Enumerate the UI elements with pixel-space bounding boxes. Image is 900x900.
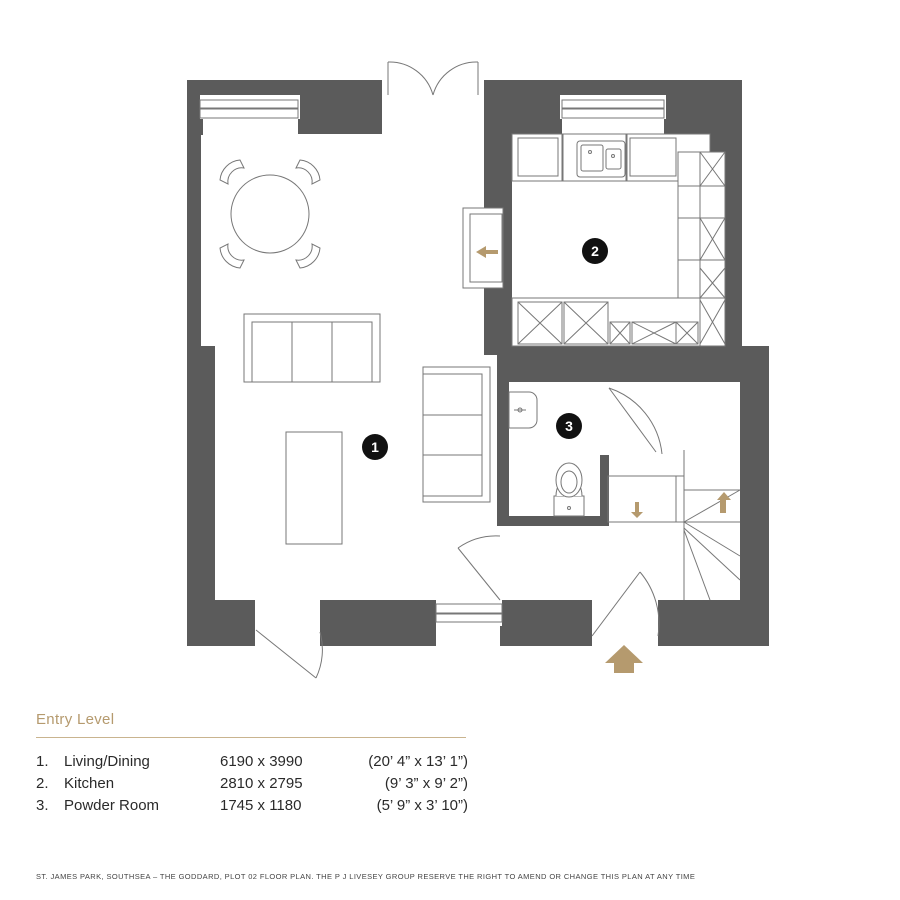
legend-row-name: Powder Room bbox=[64, 797, 160, 814]
entrance-arrow-icon bbox=[605, 645, 643, 673]
legend-row-number: 2. bbox=[36, 775, 49, 792]
coffee-table bbox=[286, 432, 342, 544]
room-badge-1 bbox=[362, 434, 388, 460]
basin-icon bbox=[509, 392, 537, 428]
disclaimer-footer: ST. JAMES PARK, SOUTHSEA – THE GODDARD, PLOT 02 FLOOR PLAN. THE P J LIVESEY GROUP RESERVE THE RIGHT TO AMEND OR CHANGE THIS PLAN AT ANY TIME bbox=[36, 872, 696, 881]
dining-chair bbox=[296, 244, 320, 268]
legend-row bbox=[36, 775, 468, 795]
kitchen-sink-icon bbox=[577, 141, 625, 177]
legend-row-imperial: (20’ 4” x 13’ 1”) bbox=[368, 753, 468, 770]
dining-chair bbox=[220, 160, 244, 184]
legend-row-name: Living/Dining bbox=[64, 753, 150, 770]
legend-row-imperial: (9’ 3” x 9’ 2”) bbox=[384, 775, 468, 792]
svg-text:1: 1 bbox=[371, 439, 379, 455]
room-badge-3 bbox=[556, 413, 582, 439]
stair-direction-arrow-icon bbox=[720, 498, 726, 513]
sofa-top bbox=[244, 314, 380, 382]
powder-room-door bbox=[609, 388, 662, 454]
legend-row-name: Kitchen bbox=[64, 775, 115, 792]
svg-text:2: 2 bbox=[591, 243, 599, 259]
legend-row-number: 1. bbox=[36, 753, 49, 770]
legend-row-metric: 6190 x 3990 bbox=[220, 753, 303, 770]
legend-row bbox=[36, 753, 468, 773]
legend-row-number: 3. bbox=[36, 797, 49, 814]
room-badge-2 bbox=[582, 238, 608, 264]
staircase bbox=[608, 450, 740, 600]
stair-direction-arrow-icon bbox=[631, 502, 643, 518]
legend-title: Entry Level bbox=[36, 711, 115, 728]
dining-table bbox=[220, 160, 320, 268]
legend-row-metric: 2810 x 2795 bbox=[220, 775, 303, 792]
legend-row-metric: 1745 x 1180 bbox=[220, 797, 302, 814]
legend-divider bbox=[36, 737, 466, 738]
legend-row bbox=[36, 797, 468, 817]
toilet-icon bbox=[554, 463, 584, 516]
sofa-right bbox=[423, 367, 490, 502]
svg-text:3: 3 bbox=[565, 418, 573, 434]
dining-chair bbox=[220, 244, 244, 268]
legend-row-imperial: (5’ 9” x 3’ 10”) bbox=[376, 797, 468, 814]
dining-chair bbox=[296, 160, 320, 184]
